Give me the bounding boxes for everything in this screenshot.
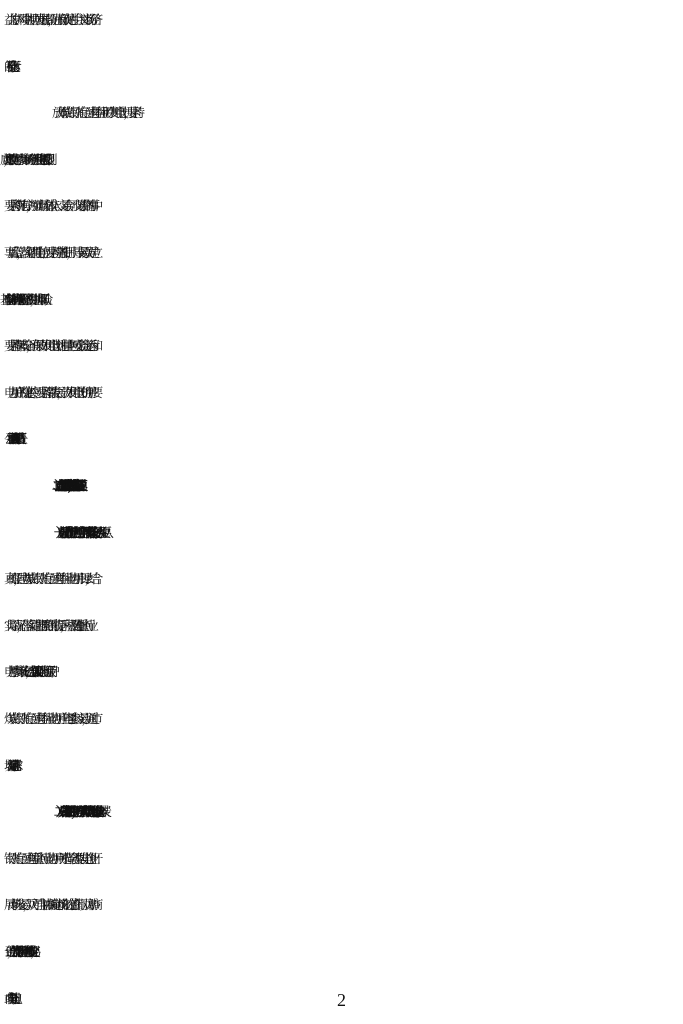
paragraph-line: 事后监管，落实惩罚性电价；要坚持完善机制，引导交易双方建立 bbox=[4, 245, 94, 260]
paragraph-line: 的平稳健康运行。 bbox=[4, 59, 12, 74]
paragraph-line: 场交易满足用电需求。 bbox=[4, 758, 14, 773]
paragraph-line: 展市场化交易，双方可自主协商确定市场化的定价机制。双方协商 bbox=[4, 897, 94, 912]
subsection-heading: （一）鼓励重点行业电力用户全部开展市场化交易。 bbox=[52, 525, 96, 540]
subsection-text: 各地要认 bbox=[95, 525, 104, 540]
page-number: 2 bbox=[337, 990, 346, 1010]
paragraph-line: 放开煤炭、钢铁、有色、建材等行业用户发用电计划，要坚持 bbox=[52, 105, 136, 120]
paragraph-line: 钢铁、有色、建材等重点行业电力用户可选择与各类型发电企业开 bbox=[4, 851, 94, 866]
paragraph-line: “基准电价+浮动机制”的市场化价格形成机制，共担市场风险； bbox=[4, 292, 45, 307]
paragraph-line: 一致的，全部放开发用电计划和电价。用户也可参与集中竞价交易， bbox=[4, 944, 32, 959]
paragraph-line: “应放尽放”，取消电力用户参与市场的电压等级和电量规模限制； bbox=[4, 152, 49, 167]
section-heading: 二、试点全部放开重点行业发用电计划，提高市场化交易规模 bbox=[52, 478, 77, 493]
paragraph-line: 电力用户参与市场化交易，全部放开10千伏及以上电压等级用户。 bbox=[4, 664, 52, 679]
paragraph-line: 要坚持规范有序，加强市场主体准入、交易合同、交易价格的事中 bbox=[4, 198, 94, 213]
paragraph-line: 真梳理，建立煤炭、钢铁、有色、建材等行业电力用户目录，结合 bbox=[4, 571, 94, 586]
subsection-heading: （二）具备条件的用户，同步放开发用电计划和电价。 bbox=[52, 804, 98, 819]
paragraph-line: 或向售电公司购电。 bbox=[4, 991, 13, 1006]
paragraph-line: 要坚持保障安全，确保放开发用电计划过程中电网安全稳定运行和 bbox=[4, 338, 94, 353]
paragraph-line: 公平承担清洁能源配额消纳责任。 bbox=[4, 431, 18, 446]
paragraph-line: 益共享、风险共担协同发展格局，进而有效促进社会主义市场经济 bbox=[4, 12, 94, 27]
paragraph-line: 实际情况，在落实清洁能源配额的前提下，积极推进4个重点行业 bbox=[4, 618, 90, 633]
paragraph-line: 电力用户的稳定供应；要坚持清洁发展，放开发用电计划的用户要 bbox=[4, 385, 94, 400]
subsection-text: 煤炭、 bbox=[97, 804, 104, 819]
subsection-line bbox=[52, 513, 683, 553]
subsection-line bbox=[52, 792, 683, 832]
paragraph-line: 煤炭、钢铁、有色、建材等行业电力用户全电量参与交易，通过市 bbox=[4, 711, 94, 726]
